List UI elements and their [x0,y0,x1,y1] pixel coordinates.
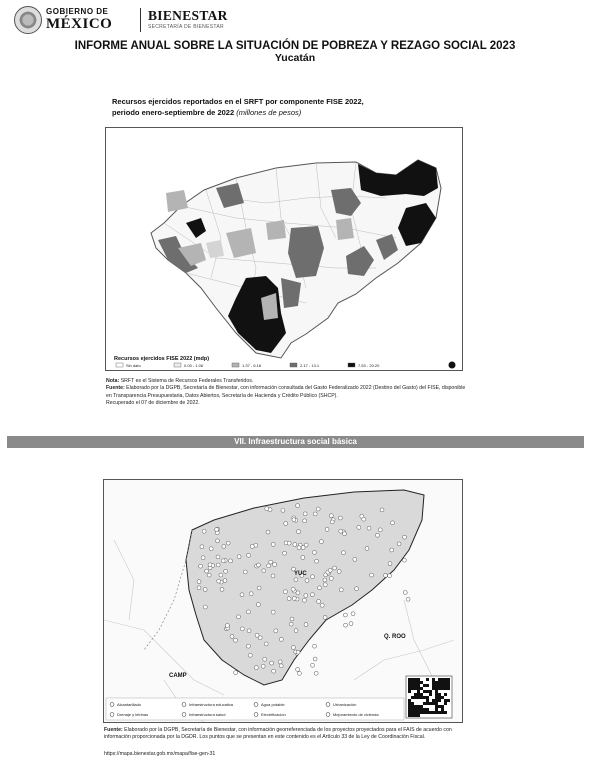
legend-symbol-icon [254,713,258,717]
legend-label: 1.37 - 6.16 [242,363,262,368]
ministry-sub: SECRETARÍA DE BIENESTAR [148,24,224,30]
project-point [365,546,369,550]
legend-swatch [116,363,123,367]
recuperado-line: Recuperado el 07 de diciembre de 2022. [106,399,200,406]
project-point [357,525,361,529]
map1-caption-line1: Recursos ejercidos reportados en el SRFT por componente FISE 2022, [112,97,364,106]
legend-label: Infraestructura salud [189,712,226,717]
project-point [323,583,327,587]
project-point [367,526,371,530]
project-point [337,570,341,574]
project-point [270,661,274,665]
project-point [264,642,268,646]
project-point [279,637,283,641]
project-point [230,634,234,638]
project-point [397,542,401,546]
gov-line1: GOBIERNO DE [46,7,109,16]
project-point [313,644,317,648]
project-point [292,596,296,600]
region-high-1 [358,160,438,196]
fuente-line: Fuente: Elaborado por la DGPB, Secretaría de Bienestar, con información consultada del Gasto Federalizado 2022 (Destino del Gasto) del FISE, disponible en Transparencia Presupuestaria, Datos Abiertos, Secretaría de Hacienda y Crédito Público (SHCP). [106,385,466,399]
project-point [294,629,298,633]
project-point [339,529,343,533]
project-point [317,599,321,603]
legend-label: Alcantarillado [117,702,142,707]
project-point [279,664,283,668]
project-point [315,559,319,563]
project-point [312,550,316,554]
project-point [197,580,201,584]
legend-swatch [174,363,181,367]
project-point [388,562,392,566]
project-point [370,573,374,577]
project-point [323,615,327,619]
legend-swatch [348,363,355,367]
project-point [325,527,329,531]
project-point [344,623,348,627]
legend-label: Mejoramiento de vivienda [333,712,379,717]
project-point [390,548,394,552]
project-point [339,588,343,592]
project-point [301,546,305,550]
project-point [274,629,278,633]
map2-url[interactable]: https://mapa.bienestar.gob.mx/mapa/fise-gen-31 [104,751,216,757]
legend-label: Electrificación [261,712,286,717]
legend-symbol-icon [182,703,186,707]
map1-caption-units: (millones de pesos) [236,108,302,117]
project-point [248,653,252,657]
project-point [250,544,254,548]
project-point [237,555,241,559]
project-point [267,564,271,568]
project-point [202,529,206,533]
legend-symbol-icon [110,713,114,717]
project-point [203,588,207,592]
project-point [353,557,357,561]
project-point [301,556,305,560]
project-point [246,610,250,614]
project-point [273,563,277,567]
project-point [199,564,203,568]
project-point [216,563,220,567]
project-point [338,516,342,520]
project-point [378,528,382,532]
project-point [304,623,308,627]
project-point [297,671,301,675]
project-point [343,613,347,617]
project-point [313,512,317,516]
project-point [247,553,251,557]
project-point [234,638,238,642]
legend-symbol-icon [254,703,258,707]
project-point [391,521,395,525]
project-point [305,579,309,583]
infrastructure-point-map [103,479,463,723]
project-point [349,622,353,626]
project-point [216,555,220,559]
project-point [314,671,318,675]
project-point [271,542,275,546]
section-title: VII. Infraestructura social básica [7,436,584,448]
project-point [362,517,366,521]
project-point [283,551,287,555]
legend-symbol-icon [110,703,114,707]
project-point [283,590,287,594]
project-point [217,579,221,583]
project-point [256,603,260,607]
project-point [403,535,407,539]
legend-symbol-icon [326,703,330,707]
project-point [287,597,291,601]
project-point [207,573,211,577]
project-point [384,573,388,577]
project-point [342,551,346,555]
map2-fuente: Fuente: Elaborado por la DGPB, Secretaría de Bienestar, con información georreferenciada de los proyectos proyectados para el FAIS de acuerdo con información proporcionada por la DGDR. Los puntos que se presentan en este contenido es el Artículo 33 de la Ley de Coordinación Fiscal. [104,727,452,741]
project-point [222,545,226,549]
project-point [323,578,327,582]
project-point [200,545,204,549]
legend-label: Agua potable [261,702,285,707]
project-point [406,597,410,601]
project-point [219,573,223,577]
project-point [221,559,225,563]
project-point [255,633,259,637]
project-point [243,570,247,574]
project-point [254,666,258,670]
project-point [240,593,244,597]
legend-label: Drenaje y letrinas [117,712,149,717]
project-point [296,650,300,654]
project-point [376,533,380,537]
project-point [294,578,298,582]
project-point [380,508,384,512]
project-point [278,660,282,664]
project-point [203,605,207,609]
project-point [281,508,285,512]
project-point [388,574,392,578]
project-point [268,508,272,512]
project-point [237,615,241,619]
legend-label: 0.03 - 1.06 [184,363,204,368]
legend-label: Urbanización [333,702,357,707]
project-point [263,657,267,661]
label-qroo: Q. ROO [384,634,406,640]
project-point [289,622,293,626]
project-point [318,586,322,590]
project-point [310,593,314,597]
project-point [226,541,230,545]
mexico-seal-icon [14,6,42,34]
project-point [234,671,238,675]
page-subtitle: Yucatán [274,52,316,64]
project-point [333,566,337,570]
project-point [316,507,320,511]
project-point [215,528,219,532]
choropleth-svg [106,128,462,370]
nota-line: Nota: SRFT es el Sistema de Recursos Federales Transferidos. [106,378,254,384]
project-point [197,586,201,590]
project-point [223,579,227,583]
project-point [343,532,347,536]
project-point [329,514,333,518]
project-point [296,667,300,671]
project-point [296,504,300,508]
legend-symbol-icon [326,713,330,717]
project-point [262,569,266,573]
project-point [355,587,359,591]
points-svg [104,480,462,722]
project-point [330,520,334,524]
project-point [304,594,308,598]
project-point [271,574,275,578]
qr-code-icon [406,676,452,718]
project-point [287,541,291,545]
project-point [311,663,315,667]
project-point [319,540,323,544]
legend-label: Sin dato [126,363,141,368]
label-camp: CAMP [169,673,187,679]
project-point [240,627,244,631]
project-point [291,587,295,591]
project-point [290,617,294,621]
project-point [351,612,355,616]
project-point [257,586,261,590]
legend-label: Infraestructura educativa [189,702,234,707]
legend-swatch [232,363,239,367]
project-point [246,644,250,648]
project-point [328,568,332,572]
project-point [297,530,301,534]
project-point [266,530,270,534]
project-point [403,591,407,595]
project-point [293,543,297,547]
project-point [284,522,288,526]
project-point [216,539,220,543]
legend-swatch [290,363,297,367]
project-point [271,610,275,614]
legend-label: 7.53 - 20.20 [358,363,380,368]
project-point [225,624,229,628]
project-point [311,575,315,579]
project-point [256,563,260,567]
project-point [402,558,406,562]
map1-notes [106,378,466,407]
label-yuc: YUC [294,571,307,577]
project-point [302,598,306,602]
project-point [291,646,295,650]
legend-symbol-icon [182,713,186,717]
logo-divider [140,8,141,32]
gov-line2: MÉXICO [46,16,113,32]
project-point [208,563,212,567]
project-point [303,519,307,523]
project-point [297,546,301,550]
legend-label: 2.17 - 13.1 [300,363,320,368]
map1-legend-items [116,363,380,368]
map1-legend-title: Recursos ejercidos FISE 2022 (mdp) [114,356,210,362]
project-point [224,569,228,573]
project-point [313,657,317,661]
project-point [209,547,213,551]
project-point [249,592,253,596]
project-point [292,518,296,522]
header-logos [14,6,314,36]
project-point [220,587,224,591]
project-point [320,603,324,607]
project-point [296,591,300,595]
ministry-name: BIENESTAR [148,8,228,23]
project-point [272,669,276,673]
project-point [269,560,273,564]
north-arrow-icon [449,362,456,369]
project-point [261,664,265,668]
project-point [303,512,307,516]
project-point [247,629,251,633]
project-point [229,559,233,563]
page-title: INFORME ANUAL SOBRE LA SITUACIÓN DE POBREZA Y REZAGO SOCIAL 2023 [74,40,516,52]
fise-choropleth-map [105,127,463,371]
project-point [329,576,333,580]
map1-caption-line2: periodo enero-septiembre de 2022 (millones de pesos) [112,108,302,117]
project-point [201,556,205,560]
project-point [205,569,209,573]
